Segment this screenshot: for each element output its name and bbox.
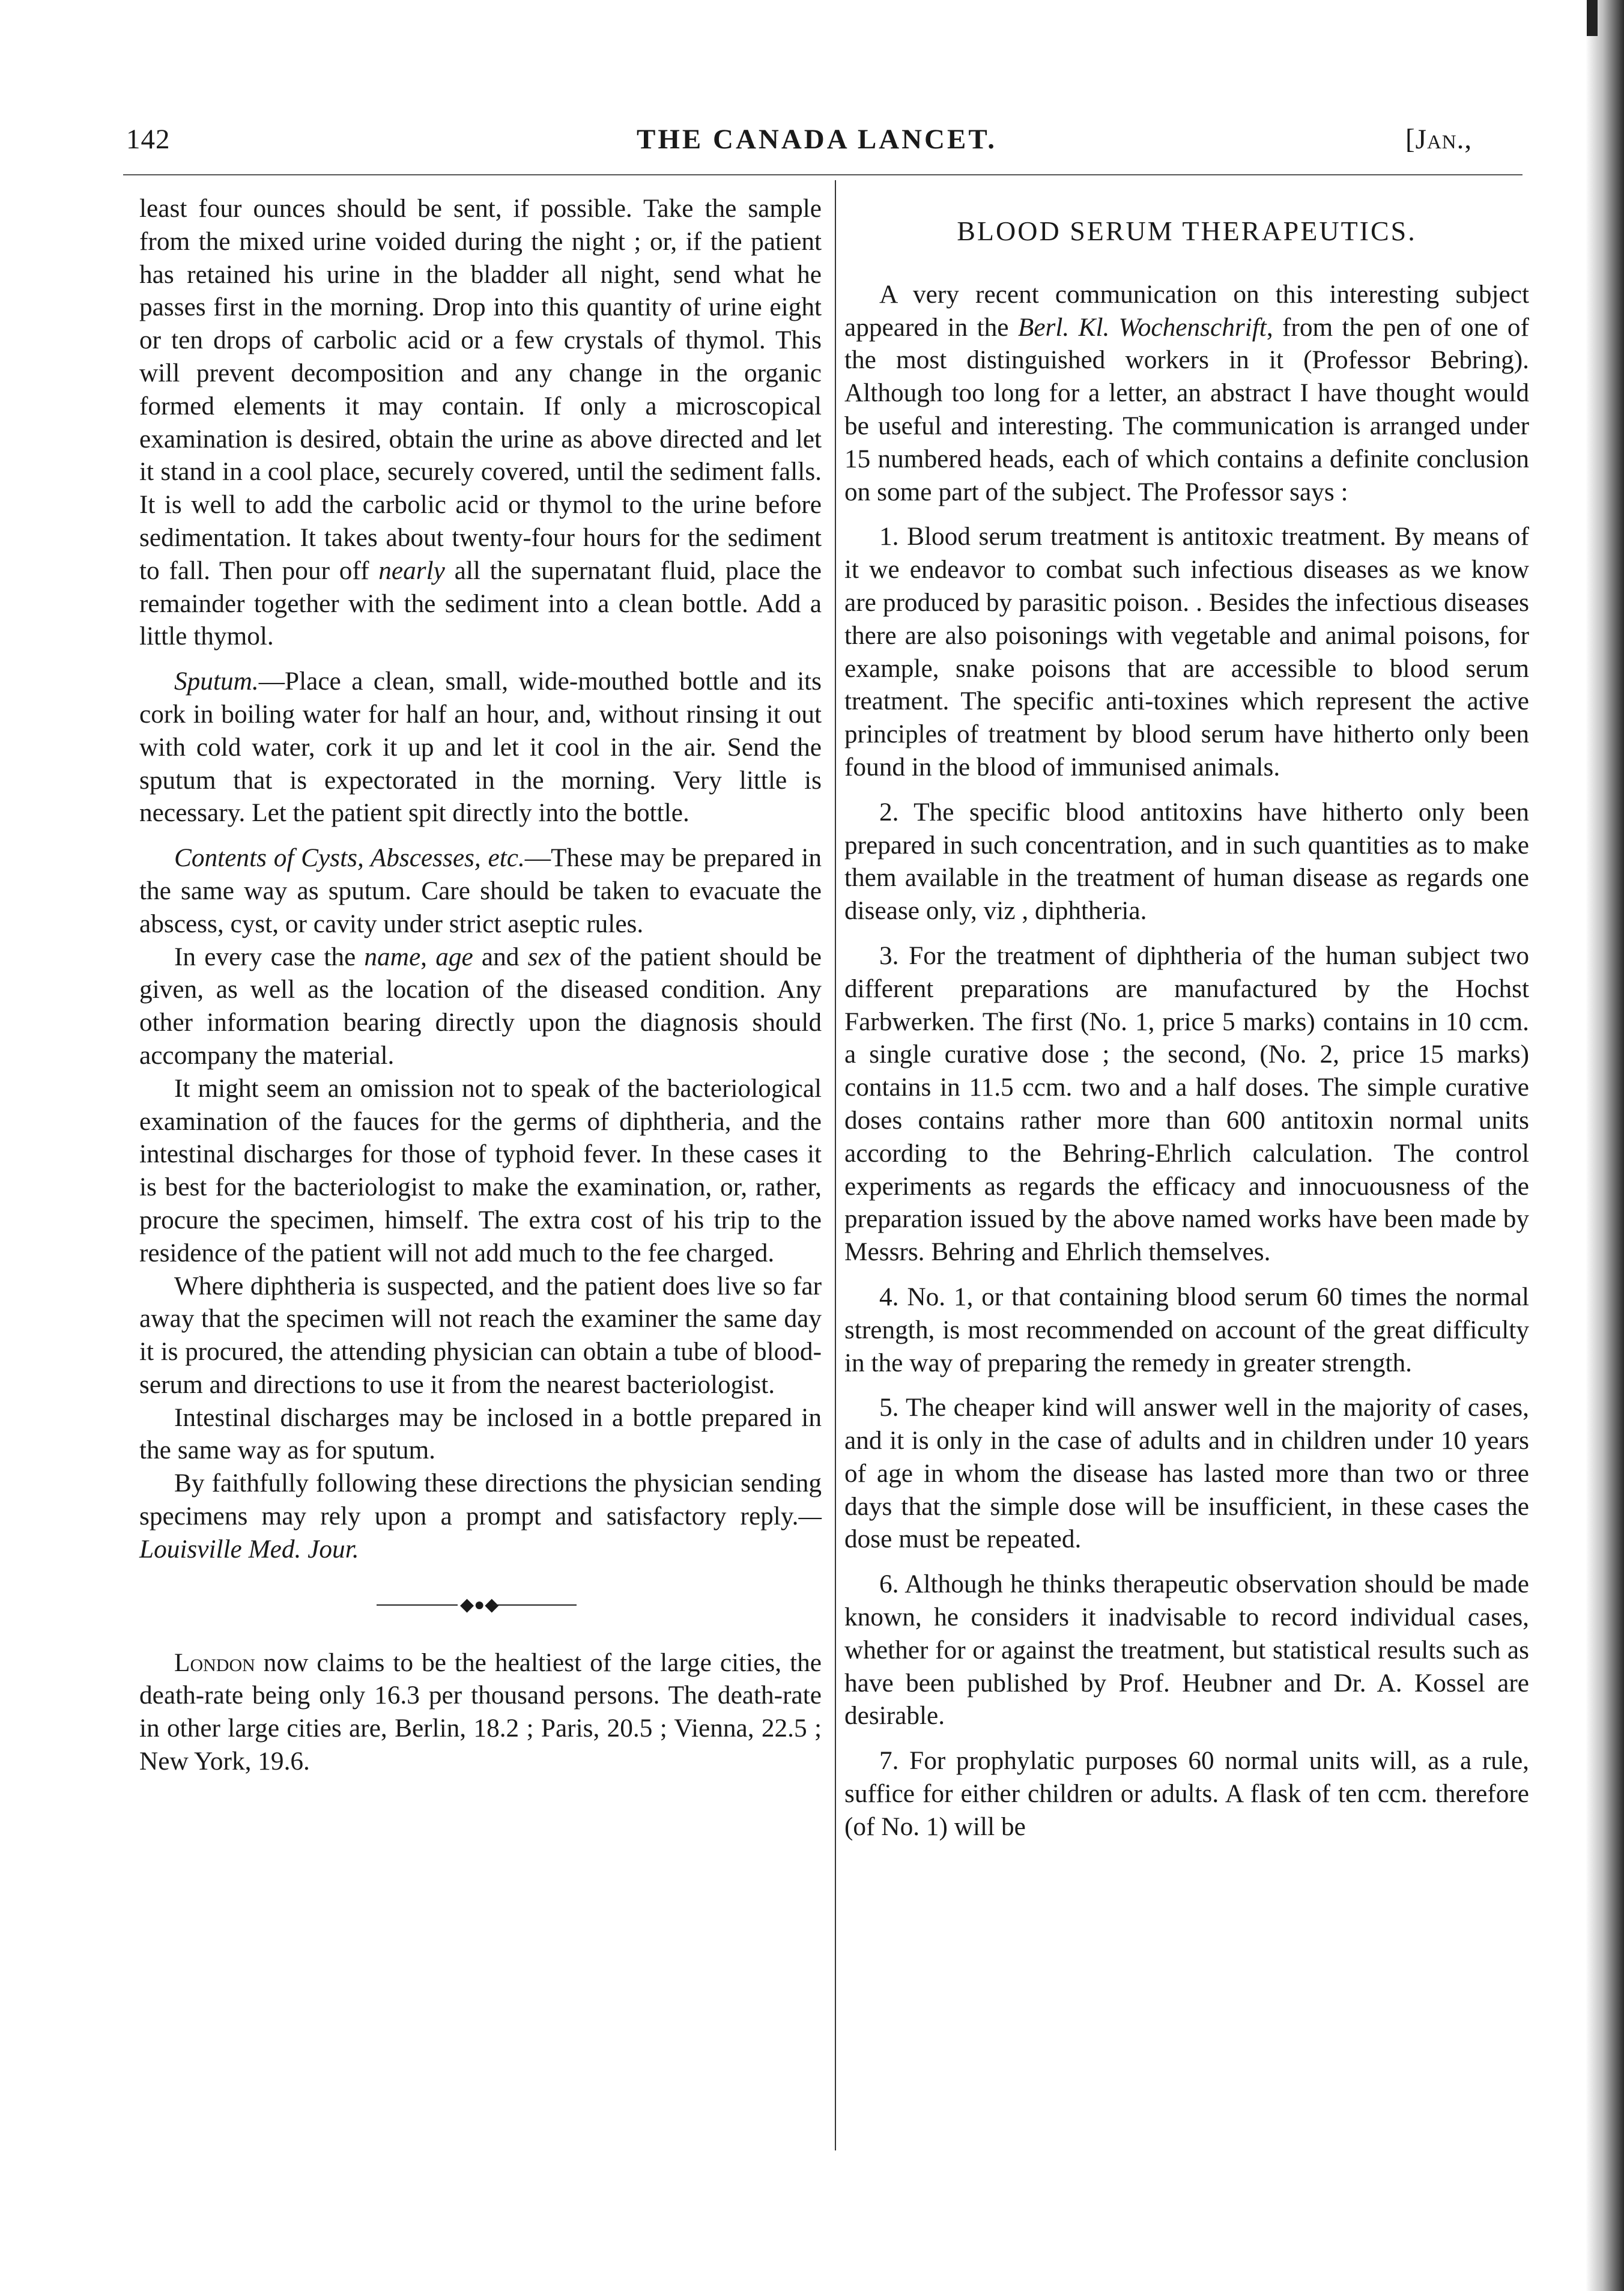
item-2: 2. The specific blood antitoxins have hitherto only been prepared in such concentration, and in such quantities as to make them available in the treatment of human disease as regards one disease only, viz , diphtheria.	[844, 797, 1529, 926]
age-italic: age	[435, 942, 473, 971]
scan-edge-shadow	[1586, 0, 1624, 2291]
right-column	[844, 192, 1529, 1843]
details-text-end: of the patient should be given, as well as the location of the diseased condition. Any other information bearing directly upon the diagnosis should accompany the material.	[139, 942, 822, 1070]
page-number: 142	[126, 124, 171, 155]
item-4: 4. No. 1, or that containing blood serum 60 times the normal strength, is most recommended on account of the great difficulty in the way of preparing the remedy in greater strength.	[844, 1282, 1529, 1377]
paragraph-cysts	[139, 842, 822, 940]
item-1: 1. Blood serum treatment is antitoxic treatment. By means of it we endeavor to combat such infectious diseases as we know are produced by parasitic poison. . Besides the infectious diseases there are also poisonings with vegetable and animal poisons, for example, snake poisons that are accessible to blood serum treatment. The specific anti-toxines which represent the active principles of treatment by blood serum have hitherto only been found in the blood of immunised animals.	[844, 522, 1529, 781]
header-rule	[123, 174, 1522, 175]
item-7: 7. For prophylatic purposes 60 normal units will, as a rule, suffice for either children or adults. A flask of ten ccm. therefore (of No. 1) will be	[844, 1746, 1529, 1841]
urine-text-end: all the supernatant fluid, place the remainder together with the sediment into a clean bottle. Add a little thymol.	[139, 556, 822, 651]
section-ornament	[139, 1580, 822, 1634]
details-comma: ,	[420, 942, 436, 971]
london-lead: London	[174, 1648, 255, 1677]
left-column	[139, 192, 822, 1778]
cysts-label: Contents of Cysts, Abscesses, etc.	[174, 843, 525, 873]
journal-title: THE CANADA LANCET.	[637, 124, 997, 155]
intro-text-a: A very recent communication on this interesting subject appeared in the	[844, 279, 1529, 342]
details-and: and	[473, 942, 528, 971]
intro-text-b: , from the pen of one of the most distinguished workers in it (Professor Bebring). Although too long for a letter, an abstract I have thought would be useful and interesting. The communication is arranged under 15 numbered heads, each of which contains a definite conclusion on some part of the subject. The Professor says :	[844, 312, 1529, 506]
ornament-line-left	[377, 1604, 458, 1606]
directions-text: By faithfully following these directions the physician sending specimens may rely upon a prompt and satisfactory reply.	[139, 1469, 822, 1531]
ornament-line-right	[492, 1604, 577, 1606]
source-citation: —Louisville Med. Jour.	[139, 1502, 822, 1564]
name-italic: name	[364, 942, 421, 971]
urine-text: least four ounces should be sent, if possible. Take the sample from the mixed urine voided during the night ; or, if the patient has retained his urine in the bladder all night, send what he passes first in the morning. Drop into this quantity of urine eight or ten drops of carbolic acid or a few crystals of thymol. This will prevent decomposition and any change in the organic formed elements it may contain. If only a microscopical examination is desired, obtain the urine as above directed and let it stand in a cool place, securely covered, until the sediment falls. It is well to add the carbolic acid or thymol to the urine before sedimentation. It takes about twenty-four hours for the sediment to fall. Then pour off	[139, 194, 822, 585]
sputum-label: Sputum.	[174, 667, 259, 696]
paragraph-patient-details	[139, 941, 822, 1072]
column-divider	[835, 180, 836, 2150]
paragraph-diphtheria: Where diphtheria is suspected, and the patient does live so far away that the specimen will not reach the examiner the same day it is procured, the attending physician can obtain a tube of blood-serum and directions to use it from the nearest bacteriologist.	[139, 1271, 822, 1399]
article-heading: BLOOD SERUM THERAPEUTICS.	[957, 216, 1417, 246]
item-3: 3. For the treatment of diphtheria of the human subject two different preparations are manufactured by the Hochst Farbwerken. The first (No. 1, price 5 marks) contains in 10 ccm. a single curative dose ; the second, (No. 2, price 15 marks) contains in 11.5 ccm. two and a half doses. The simple curative doses contains rather more than 600 antitoxin normal units according to the Behring-Ehrlich calculation. The control experiments as regards the efficacy and innocuousness of the preparation issued by the above named works have been made by Messrs. Behring and Ehrlich themselves.	[844, 941, 1529, 1267]
ornament-center: ◆●◆	[460, 1594, 499, 1615]
paragraph-directions	[139, 1467, 822, 1565]
sputum-text: —Place a clean, small, wide-mouthed bottle and its cork in boiling water for half an hour, and, without rinsing it out with cold water, cork it up and let it cool in the air. Send the sputum that is expectorated in the morning. Very little is necessary. Let the patient spit directly into the bottle.	[139, 667, 822, 828]
paragraph-sputum	[139, 665, 822, 830]
paragraph-intestinal: Intestinal discharges may be inclosed in a bottle prepared in the same way as for sputum.	[139, 1403, 822, 1465]
details-text-start: In every case the	[174, 942, 365, 971]
scan-edge-mark	[1587, 0, 1598, 36]
item-6: 6. Although he thinks therapeutic observation should be made known, he considers it inadvisable to record individual cases, whether for or against the treatment, but statistical results such as have been published by Prof. Heubner and Dr. A. Kossel are desirable.	[844, 1570, 1529, 1731]
journal-name-italic: Berl. Kl. Wochenschrift	[1017, 312, 1267, 342]
cysts-text: —These may be prepared in the same way as sputum. Care should be taken to evacuate the abscess, cyst, or cavity under strict aseptic rules.	[139, 843, 822, 938]
sex-italic: sex	[527, 942, 561, 971]
paragraph-intro	[844, 278, 1529, 509]
paragraph-urine-sample	[139, 192, 822, 653]
nearly-italic: nearly	[378, 556, 445, 585]
paragraph-bacteriological: It might seem an omission not to speak of the bacteriological examination of the fauces for the germs of diphtheria, and the intestinal discharges for those of typhoid fever. In these cases it is best for the bacteriologist to make the examination, or, rather, procure the specimen, himself. The extra cost of his trip to the residence of the patient will not add much to the fee charged.	[139, 1073, 822, 1267]
london-text: now claims to be the healtiest of the large cities, the death-rate being only 16.3 per thousand persons. The death-rate in other large cities are, Berlin, 18.2 ; Paris, 20.5 ; Vienna, 22.5 ; New York, 19.6.	[139, 1648, 822, 1776]
item-5: 5. The cheaper kind will answer well in the majority of cases, and it is only in the case of adults and in children under 10 years of age in whom the disease has lasted more than two or three days that the simple dose will be insufficient, in these cases the dose must be repeated.	[844, 1393, 1529, 1554]
paragraph-london	[139, 1646, 822, 1778]
issue-month: [Jan.,	[1405, 124, 1473, 155]
